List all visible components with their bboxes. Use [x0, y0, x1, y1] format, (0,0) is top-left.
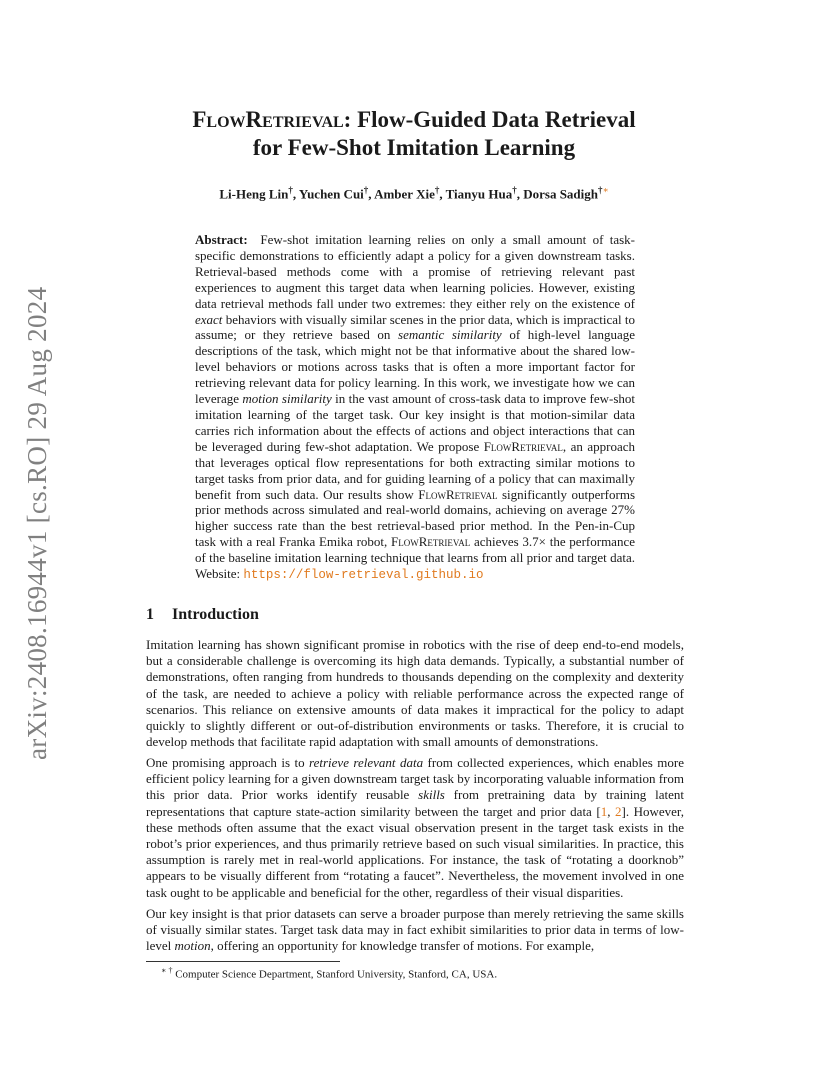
intro-paragraph-1: Imitation learning has shown significant promise in robotics with the rise of deep end-to-end models, but a considerable challenge is overcoming its high data demands. Typically, a substantial number of demonstrations, often ranging from hundreds to thousands depending on the complexity and dexterity of the task, are needed to achieve a policy with reliable performance across the expected range of scenarios. This reliance on extensive amounts of data makes it impractical for the policy to adapt quickly to slightly different or out-of-distribution environments or tasks. Therefore, it is crucial to develop methods that facilitate rapid adaptation with small amounts of demonstrations. [146, 637, 684, 750]
author-name: Tianyu Hua [445, 186, 513, 202]
citation-sep: , [607, 803, 615, 819]
paragraph-emphasis: retrieve relevant data [309, 755, 424, 770]
intro-paragraph-3 [146, 906, 684, 955]
paper-title [0, 106, 828, 162]
abstract-text: behaviors with visually similar scenes in the prior data, which is impractical to assume; or they retrieve based on [195, 311, 635, 343]
citation-link[interactable]: 1 [600, 803, 608, 819]
footnote-text: Computer Science Department, Stanford University, Stanford, CA, USA. [172, 968, 498, 981]
title-line-2: for Few-Shot Imitation Learning [252, 135, 576, 160]
paragraph-text: One promising approach is to [146, 755, 310, 770]
section-title: Introduction [172, 606, 259, 623]
paragraph-text: ]. However, these methods often assume that the exact visual observation present in the target task exists in the robot’s prior experiences, and thus primarily retrieve based on such visual similarities. In practice, this assumption is rarely met in real-world applications. For instance, the task of “rotating a doorknob” appears to be visually different from “rotating a faucet”. Nevertheless, the movement involved in one task ought to be applicable and beneficial for the other, regardless of their visual disparities. [146, 803, 684, 900]
section-number: 1 [146, 606, 154, 623]
abstract-label: Abstract: [195, 232, 248, 247]
paragraph-text: from pretraining data by training latent representations that capture state-action similarity between the target and prior data [ [146, 787, 684, 819]
author-sep: , [292, 186, 299, 202]
abstract-emphasis: semantic similarity [398, 327, 502, 343]
method-name: FlowRetrieval [483, 438, 563, 454]
footnote-rule [146, 961, 340, 962]
method-name: FlowRetrieval [391, 534, 471, 550]
citation-link[interactable]: 2 [615, 803, 622, 819]
abstract-text: in the vast amount of cross-task data to improve few-shot imitation learning of the target task. Our key insight is that motion-similar data carries rich information about the effects of actions and object interactions that can be leveraged during few-shot adaptation. We propose [195, 391, 635, 454]
method-name: FlowRetrieval [418, 486, 498, 502]
intro-paragraph-2 [146, 755, 684, 901]
author-sep: , [516, 186, 524, 202]
arxiv-identifier: arXiv:2408.16944v1 [cs.RO] 29 Aug 2024 [22, 286, 52, 760]
author-name: Yuchen Cui [298, 186, 364, 202]
abstract-text: Few-shot imitation learning relies on only a small amount of task-specific demonstrations to efficiently adapt a policy for a given downstream tasks. Retrieval-based methods come with a promise of retrieving relevant past experiences to augment this target data when learning policies. However, existing data retrieval methods fall under two extremes: they either rely on the existence of [195, 232, 636, 311]
abstract [195, 232, 635, 584]
author-name: Li-Heng Lin [219, 186, 289, 202]
paragraph-text: from collected experiences, which enables more efficient policy learning for a given downstream target task by incorporating valuable information from this prior data. Prior works identify reusable [146, 755, 685, 803]
author-affil-mark: † [598, 185, 603, 195]
abstract-emphasis: exact [195, 311, 223, 327]
author-affil-mark: † [434, 185, 440, 195]
paragraph-emphasis: motion [174, 938, 211, 954]
paragraph-text: Our key insight is that prior datasets can serve a broader purpose than merely retrieving the same skills of visually similar states. Target task data may in fact exhibit similarities to prior data in terms of low-level [146, 906, 684, 954]
author-affil-mark: † [512, 185, 517, 195]
title-rest: : Flow-Guided Data Retrieval [343, 107, 636, 132]
author-star-mark: ∗ [602, 185, 609, 195]
section-heading [146, 606, 259, 624]
paragraph-text: , offering an opportunity for knowledge transfer of motions. For example, [210, 938, 595, 954]
paragraph-emphasis: skills [418, 787, 445, 803]
abstract-text: achieves 3.7× the performance of the baseline imitation learning technique that learns from all prior and target data. Website: [195, 534, 635, 582]
website-link[interactable]: https://flow-retrieval.github.io [243, 568, 484, 583]
abstract-text: significantly outperforms prior methods across simulated and real-world domains, achieving on average 27% higher success rate than the best retrieval-based prior method. In the Pen-in-Cup task with a real Franka Emika robot, [195, 486, 636, 550]
footnote [161, 966, 497, 981]
abstract-text: , an approach that leverages optical flow representations for both extracting similar motions to target tasks from prior data, and for guiding learning of a policy that can maximally benefit from such data. Our results show [195, 438, 635, 502]
abstract-emphasis: motion similarity [242, 391, 332, 407]
author-name: Dorsa Sadigh [523, 186, 599, 202]
author-sep: , [439, 186, 446, 202]
author-affil-mark: † [288, 185, 293, 195]
author-list [0, 185, 828, 202]
author-name: Amber Xie [374, 186, 435, 202]
author-affil-mark: † [363, 185, 369, 195]
abstract-text: of high-level language descriptions of the task, which might not be that informative about the shared low-level behaviors or motions across tasks that is often a more important factor for retrieving relevant data for policy learning. In this work, we investigate how we can leverage [195, 327, 635, 407]
method-name: FlowRetrieval [192, 107, 344, 132]
author-sep: , [368, 186, 375, 202]
footnote-marks: ∗ † [161, 966, 173, 975]
title-line-1 [0, 106, 828, 134]
